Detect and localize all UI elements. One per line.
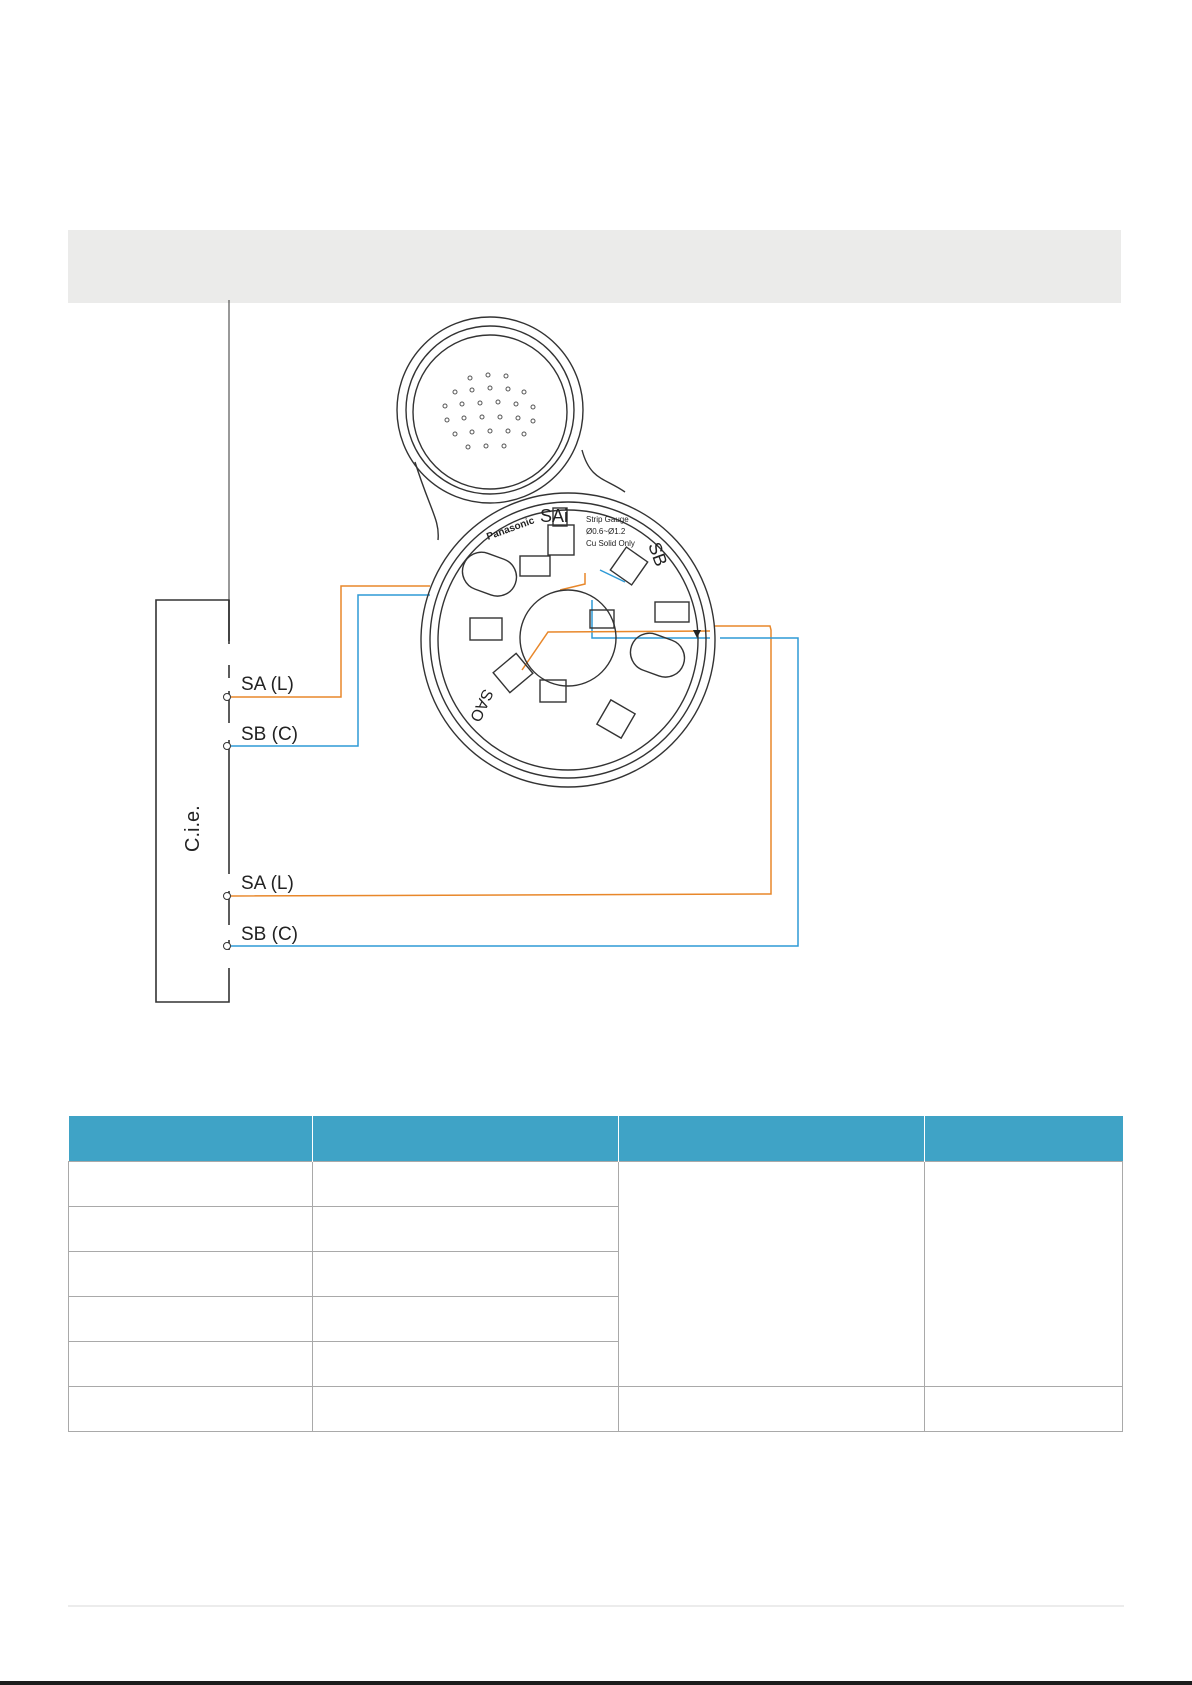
section-header-band xyxy=(68,230,1121,303)
table-cell xyxy=(69,1252,313,1297)
base-labels xyxy=(466,506,701,724)
table-cell xyxy=(313,1297,619,1342)
sao-label: SAO xyxy=(466,686,496,725)
table-cell xyxy=(925,1162,1123,1387)
sounder-grille xyxy=(443,373,535,449)
terminal-label: SB (C) xyxy=(241,724,298,745)
table-cell xyxy=(69,1387,313,1432)
table-header-cell xyxy=(925,1116,1123,1162)
table-cell xyxy=(619,1162,925,1387)
terminal-label: SA (L) xyxy=(241,674,294,695)
cie-label: C.i.e. xyxy=(182,805,204,852)
table-cell xyxy=(69,1162,313,1207)
table-header-row xyxy=(69,1116,1123,1162)
specification-table xyxy=(68,1116,1123,1432)
cie-panel xyxy=(156,300,229,1002)
table-cell xyxy=(313,1207,619,1252)
sb-label: SB xyxy=(644,539,672,569)
sb-out-wire xyxy=(231,638,798,946)
table-row xyxy=(69,1162,1123,1207)
wire-range-label: Ø0.6~Ø1.2 xyxy=(586,527,626,536)
terminal-label: SB (C) xyxy=(241,924,298,945)
sai-label: SAi xyxy=(540,506,569,526)
table-cell xyxy=(619,1387,925,1432)
table-header-cell xyxy=(313,1116,619,1162)
cu-solid-label: Cu Solid Only xyxy=(586,539,635,548)
table-cell xyxy=(313,1387,619,1432)
brand-label: Panasonic xyxy=(485,515,537,543)
table-cell xyxy=(313,1162,619,1207)
table-cell xyxy=(313,1252,619,1297)
wiring-diagram xyxy=(0,300,1192,1020)
page-bottom-edge xyxy=(0,1681,1192,1685)
table-cell xyxy=(925,1387,1123,1432)
footer-divider xyxy=(68,1605,1124,1607)
table-cell xyxy=(69,1342,313,1387)
terminal-label: SA (L) xyxy=(241,873,294,894)
table-header-cell xyxy=(619,1116,925,1162)
strip-gauge-label: Strip Gauge xyxy=(586,515,629,524)
table-row xyxy=(69,1387,1123,1432)
table-cell xyxy=(69,1297,313,1342)
table-cell xyxy=(313,1342,619,1387)
table-header-cell xyxy=(69,1116,313,1162)
table-cell xyxy=(69,1207,313,1252)
